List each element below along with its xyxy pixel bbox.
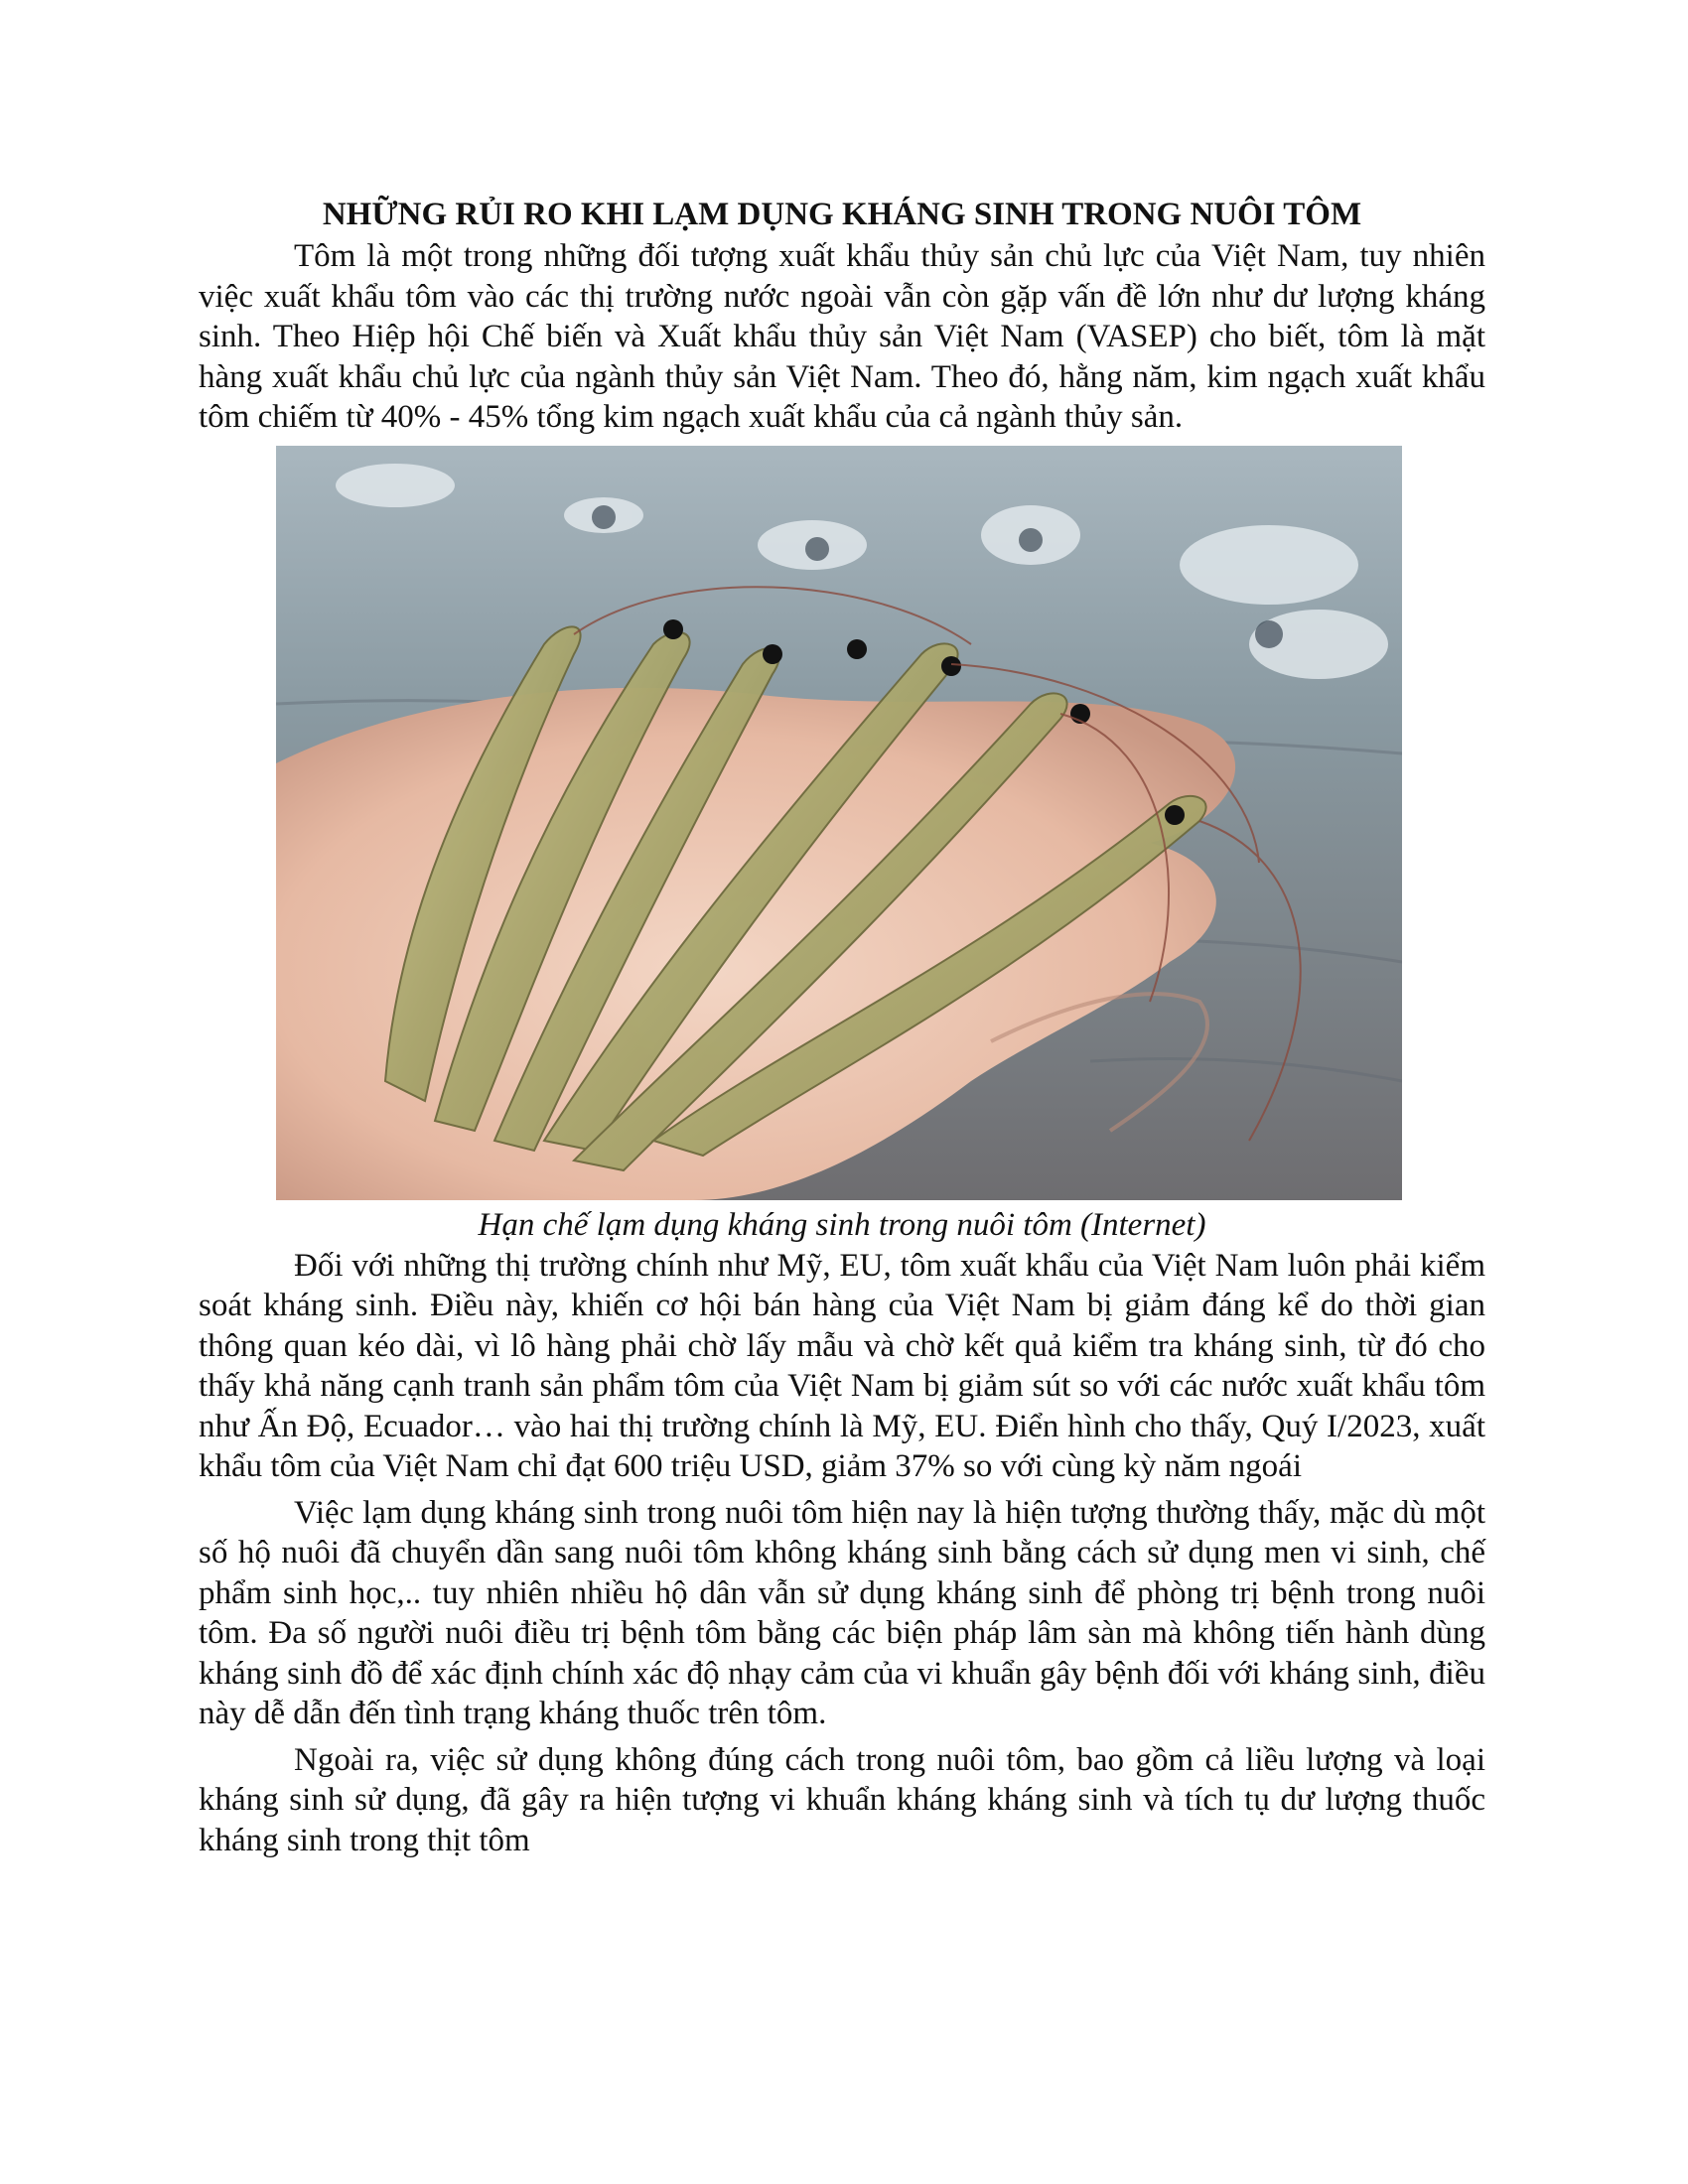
shrimp-photo (276, 446, 1402, 1200)
article (199, 195, 1485, 1860)
article-title: NHỮNG RỦI RO KHI LẠM DỤNG KHÁNG SINH TRONG NUÔI TÔM (322, 197, 1362, 232)
intro-paragraph: Tôm là một trong những đối tượng xuất khẩu thủy sản chủ lực của Việt Nam, tuy nhiên việc xuất khẩu tôm vào các thị trường nước ngoài vẫn còn gặp vấn đề lớn như dư lượng kháng sinh. Theo Hiệp hội Chế biến và Xuất khẩu thủy sản Việt Nam (VASEP) cho biết, tôm là mặt hàng xuất khẩu chủ lực của ngành thủy sản Việt Nam. Theo đó, hằng năm, kim ngạch xuất khẩu tôm chiếm từ 40% - 45% tổng kim ngạch xuất khẩu của cả ngành thủy sản. (199, 238, 1485, 435)
body-paragraph: Ngoài ra, việc sử dụng không đúng cách trong nuôi tôm, bao gồm cả liều lượng và loại kháng sinh sử dụng, đã gây ra hiện tượng vi khuẩn kháng kháng sinh và tích tụ dư lượng thuốc kháng sinh trong thịt tôm (199, 1741, 1485, 1858)
figure-caption: Hạn chế lạm dụng kháng sinh trong nuôi tôm (Internet) (478, 1206, 1206, 1243)
body-paragraph: Việc lạm dụng kháng sinh trong nuôi tôm hiện nay là hiện tượng thường thấy, mặc dù một số hộ nuôi đã chuyển dần sang nuôi tôm không kháng sinh bằng cách sử dụng men vi sinh, chế phẩm sinh học,.. tuy nhiên nhiều hộ dân vẫn sử dụng kháng sinh để phòng trị bệnh trong nuôi tôm. Đa số người nuôi điều trị bệnh tôm bằng các biện pháp lâm sàn mà không tiến hành dùng kháng sinh đồ để xác định chính xác độ nhạy cảm của vi khuẩn gây bệnh đối với kháng sinh, điều này dễ dẫn đến tình trạng kháng thuốc trên tôm. (199, 1494, 1485, 1731)
body-paragraph: Đối với những thị trường chính như Mỹ, EU, tôm xuất khẩu của Việt Nam luôn phải kiểm soát kháng sinh. Điều này, khiến cơ hội bán hàng của Việt Nam bị giảm đáng kể do thời gian thông quan kéo dài, vì lô hàng phải chờ lấy mẫu và chờ kết quả kiểm tra kháng sinh, từ đó cho thấy khả năng cạnh tranh sản phẩm tôm của Việt Nam bị giảm sút so với các nước xuất khẩu tôm như Ấn Độ, Ecuador… vào hai thị trường chính là Mỹ, EU. Điển hình cho thấy, Quý I/2023, xuất khẩu tôm của Việt Nam chỉ đạt 600 triệu USD, giảm 37% so với cùng kỳ năm ngoái (199, 1247, 1485, 1484)
figure (199, 446, 1485, 1246)
